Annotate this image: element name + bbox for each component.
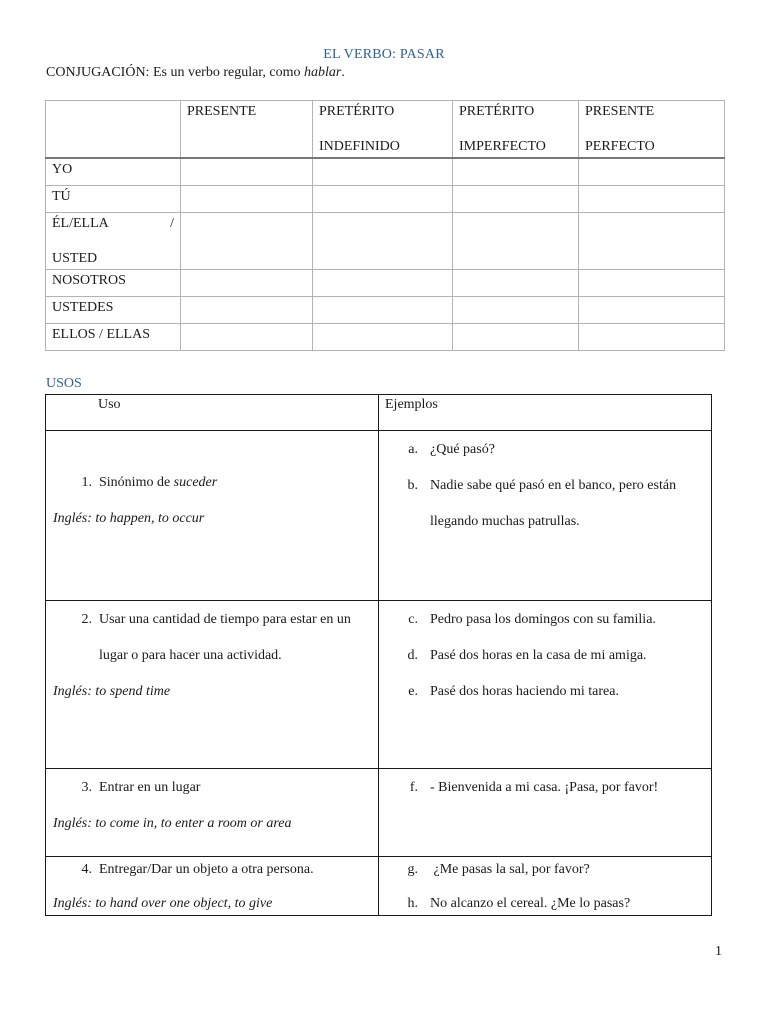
blank-cell[interactable] xyxy=(453,324,579,351)
ejemplos-cell xyxy=(379,431,712,601)
uso-continuation: lugar o para hacer una actividad. xyxy=(99,648,282,663)
example-text: Pasé dos horas en la casa de mi amiga. xyxy=(430,648,647,663)
ingles-text: to spend time xyxy=(91,684,171,699)
uso-description: Entregar/Dar un objeto a otra persona. xyxy=(99,862,314,877)
example-letter: e. xyxy=(408,684,418,699)
conjugation-table xyxy=(45,100,725,351)
blank-cell[interactable] xyxy=(579,270,725,297)
blank-cell[interactable] xyxy=(181,186,313,213)
ingles-text: to come in, to enter a room or area xyxy=(91,816,292,831)
blank-cell[interactable] xyxy=(579,297,725,324)
ejemplos-cell xyxy=(379,769,712,857)
ingles-label: Inglés: xyxy=(53,684,92,699)
blank-cell[interactable] xyxy=(579,186,725,213)
header-preterito-indefinido xyxy=(313,101,453,159)
blank-cell[interactable] xyxy=(181,324,313,351)
ingles-label: Inglés: xyxy=(53,816,92,831)
pronoun-cell: ELLOS / ELLAS xyxy=(46,324,181,351)
blank-cell[interactable] xyxy=(453,297,579,324)
header-empty-cell xyxy=(46,101,181,159)
blank-cell[interactable] xyxy=(453,213,579,270)
blank-cell[interactable] xyxy=(453,186,579,213)
example-line xyxy=(380,432,710,468)
uso-number: 4. xyxy=(81,862,92,877)
ingles-label: Inglés: xyxy=(53,896,92,911)
example-letter: b. xyxy=(407,478,418,493)
example-text: No alcanzo el cereal. ¿Me lo pasas? xyxy=(430,896,631,911)
uso-text xyxy=(47,770,377,806)
pronoun-cell: YO xyxy=(46,158,181,186)
uso-row-2 xyxy=(46,601,712,769)
example-text: Pedro pasa los domingos con su familia. xyxy=(430,612,656,627)
uso-description: Usar una cantidad de tiempo para estar en un xyxy=(99,612,351,627)
ingles-line xyxy=(47,806,377,842)
column-header-uso: Uso xyxy=(46,395,379,431)
blank-cell[interactable] xyxy=(181,213,313,270)
conjugation-row xyxy=(46,324,725,351)
example-continuation: llegando muchas patrullas. xyxy=(430,514,580,529)
uso-row-4 xyxy=(46,857,712,916)
example-line xyxy=(380,468,710,504)
example-line xyxy=(380,674,710,710)
header-line: PRESENTE xyxy=(187,104,257,119)
example-line xyxy=(380,894,710,914)
uso-number: 3. xyxy=(81,780,92,795)
slash-text: / xyxy=(170,216,174,231)
header-line: INDEFINIDO xyxy=(319,139,400,154)
header-line: IMPERFECTO xyxy=(459,139,546,154)
example-line xyxy=(380,638,710,674)
blank-cell[interactable] xyxy=(313,213,453,270)
blank-cell[interactable] xyxy=(313,186,453,213)
example-line xyxy=(380,770,710,806)
blank-cell[interactable] xyxy=(579,213,725,270)
header-line: PERFECTO xyxy=(585,139,655,154)
column-header-ejemplos: Ejemplos xyxy=(379,395,712,431)
example-line xyxy=(380,602,710,638)
document-title: EL VERBO: PASAR xyxy=(323,47,445,62)
blank-cell[interactable] xyxy=(313,297,453,324)
example-letter: f. xyxy=(409,780,418,795)
header-line: PRESENTE xyxy=(585,104,655,119)
example-letter: g. xyxy=(407,862,418,877)
header-presente-perfecto xyxy=(579,101,725,159)
example-text: - Bienvenida a mi casa. ¡Pasa, por favor! xyxy=(430,780,659,795)
blank-cell[interactable] xyxy=(313,324,453,351)
example-text: Nadie sabe qué pasó en el banco, pero están xyxy=(430,478,677,493)
example-text: ¿Qué pasó? xyxy=(430,442,495,457)
pronoun-text: USTED xyxy=(52,251,98,266)
pronoun-cell: NOSOTROS xyxy=(46,270,181,297)
blank-cell[interactable] xyxy=(579,324,725,351)
example-letter: c. xyxy=(408,612,418,627)
ejemplos-cell xyxy=(379,857,712,916)
example-text: ¿Me pasas la sal, por favor? xyxy=(430,862,590,877)
uso-text xyxy=(47,860,377,880)
conjugation-row xyxy=(46,270,725,297)
intro-label: CONJUGACIÓN: xyxy=(46,65,150,80)
uso-number: 1. xyxy=(81,475,92,490)
blank-cell[interactable] xyxy=(313,158,453,186)
ingles-label: Inglés: xyxy=(53,511,92,526)
uso-row-3 xyxy=(46,769,712,857)
uso-text xyxy=(47,602,377,638)
blank-cell[interactable] xyxy=(453,158,579,186)
uso-cell xyxy=(46,431,379,601)
uso-row-1 xyxy=(46,431,712,601)
example-letter: d. xyxy=(407,648,418,663)
example-letter: h. xyxy=(407,896,418,911)
conjugation-row xyxy=(46,213,725,270)
intro-example: hablar xyxy=(304,65,342,80)
pronoun-text: ÉL/ELLA xyxy=(52,216,109,231)
blank-cell[interactable] xyxy=(181,297,313,324)
pronoun-cell xyxy=(46,213,181,270)
blank-cell[interactable] xyxy=(181,270,313,297)
header-line: PRETÉRITO xyxy=(319,104,395,119)
conjugation-row xyxy=(46,186,725,213)
conjugation-row xyxy=(46,297,725,324)
blank-cell[interactable] xyxy=(313,270,453,297)
ingles-text: to hand over one object, to give xyxy=(91,896,273,911)
uso-cell xyxy=(46,601,379,769)
usos-header-row xyxy=(46,395,712,431)
ingles-line xyxy=(47,894,377,914)
example-letter: a. xyxy=(408,442,418,457)
blank-cell[interactable] xyxy=(579,158,725,186)
pronoun-cell: TÚ xyxy=(46,186,181,213)
intro-end: . xyxy=(341,65,345,80)
conjugation-row xyxy=(46,158,725,186)
blank-cell[interactable] xyxy=(181,158,313,186)
conjugation-intro xyxy=(46,65,345,81)
ingles-text: to happen, to occur xyxy=(91,511,205,526)
uso-cell xyxy=(46,769,379,857)
intro-text: Es un verbo regular, como xyxy=(149,65,305,80)
uso-number: 2. xyxy=(81,612,92,627)
header-preterito-imperfecto xyxy=(453,101,579,159)
ingles-line xyxy=(47,501,377,537)
conjugation-header-row xyxy=(46,101,725,159)
uso-description: Sinónimo de xyxy=(99,475,174,490)
example-line xyxy=(380,860,710,880)
pronoun-cell: USTEDES xyxy=(46,297,181,324)
uso-text xyxy=(47,465,377,501)
ingles-line xyxy=(47,674,377,710)
uso-cell xyxy=(46,857,379,916)
uso-description: Entrar en un lugar xyxy=(99,780,201,795)
blank-cell[interactable] xyxy=(453,270,579,297)
ejemplos-cell xyxy=(379,601,712,769)
header-line: PRETÉRITO xyxy=(459,104,535,119)
usos-table xyxy=(45,394,712,916)
page-number: 1 xyxy=(715,944,722,959)
uso-italic: suceder xyxy=(173,475,218,490)
usos-heading: USOS xyxy=(46,376,82,391)
example-text: Pasé dos horas haciendo mi tarea. xyxy=(430,684,619,699)
header-presente xyxy=(181,101,313,159)
